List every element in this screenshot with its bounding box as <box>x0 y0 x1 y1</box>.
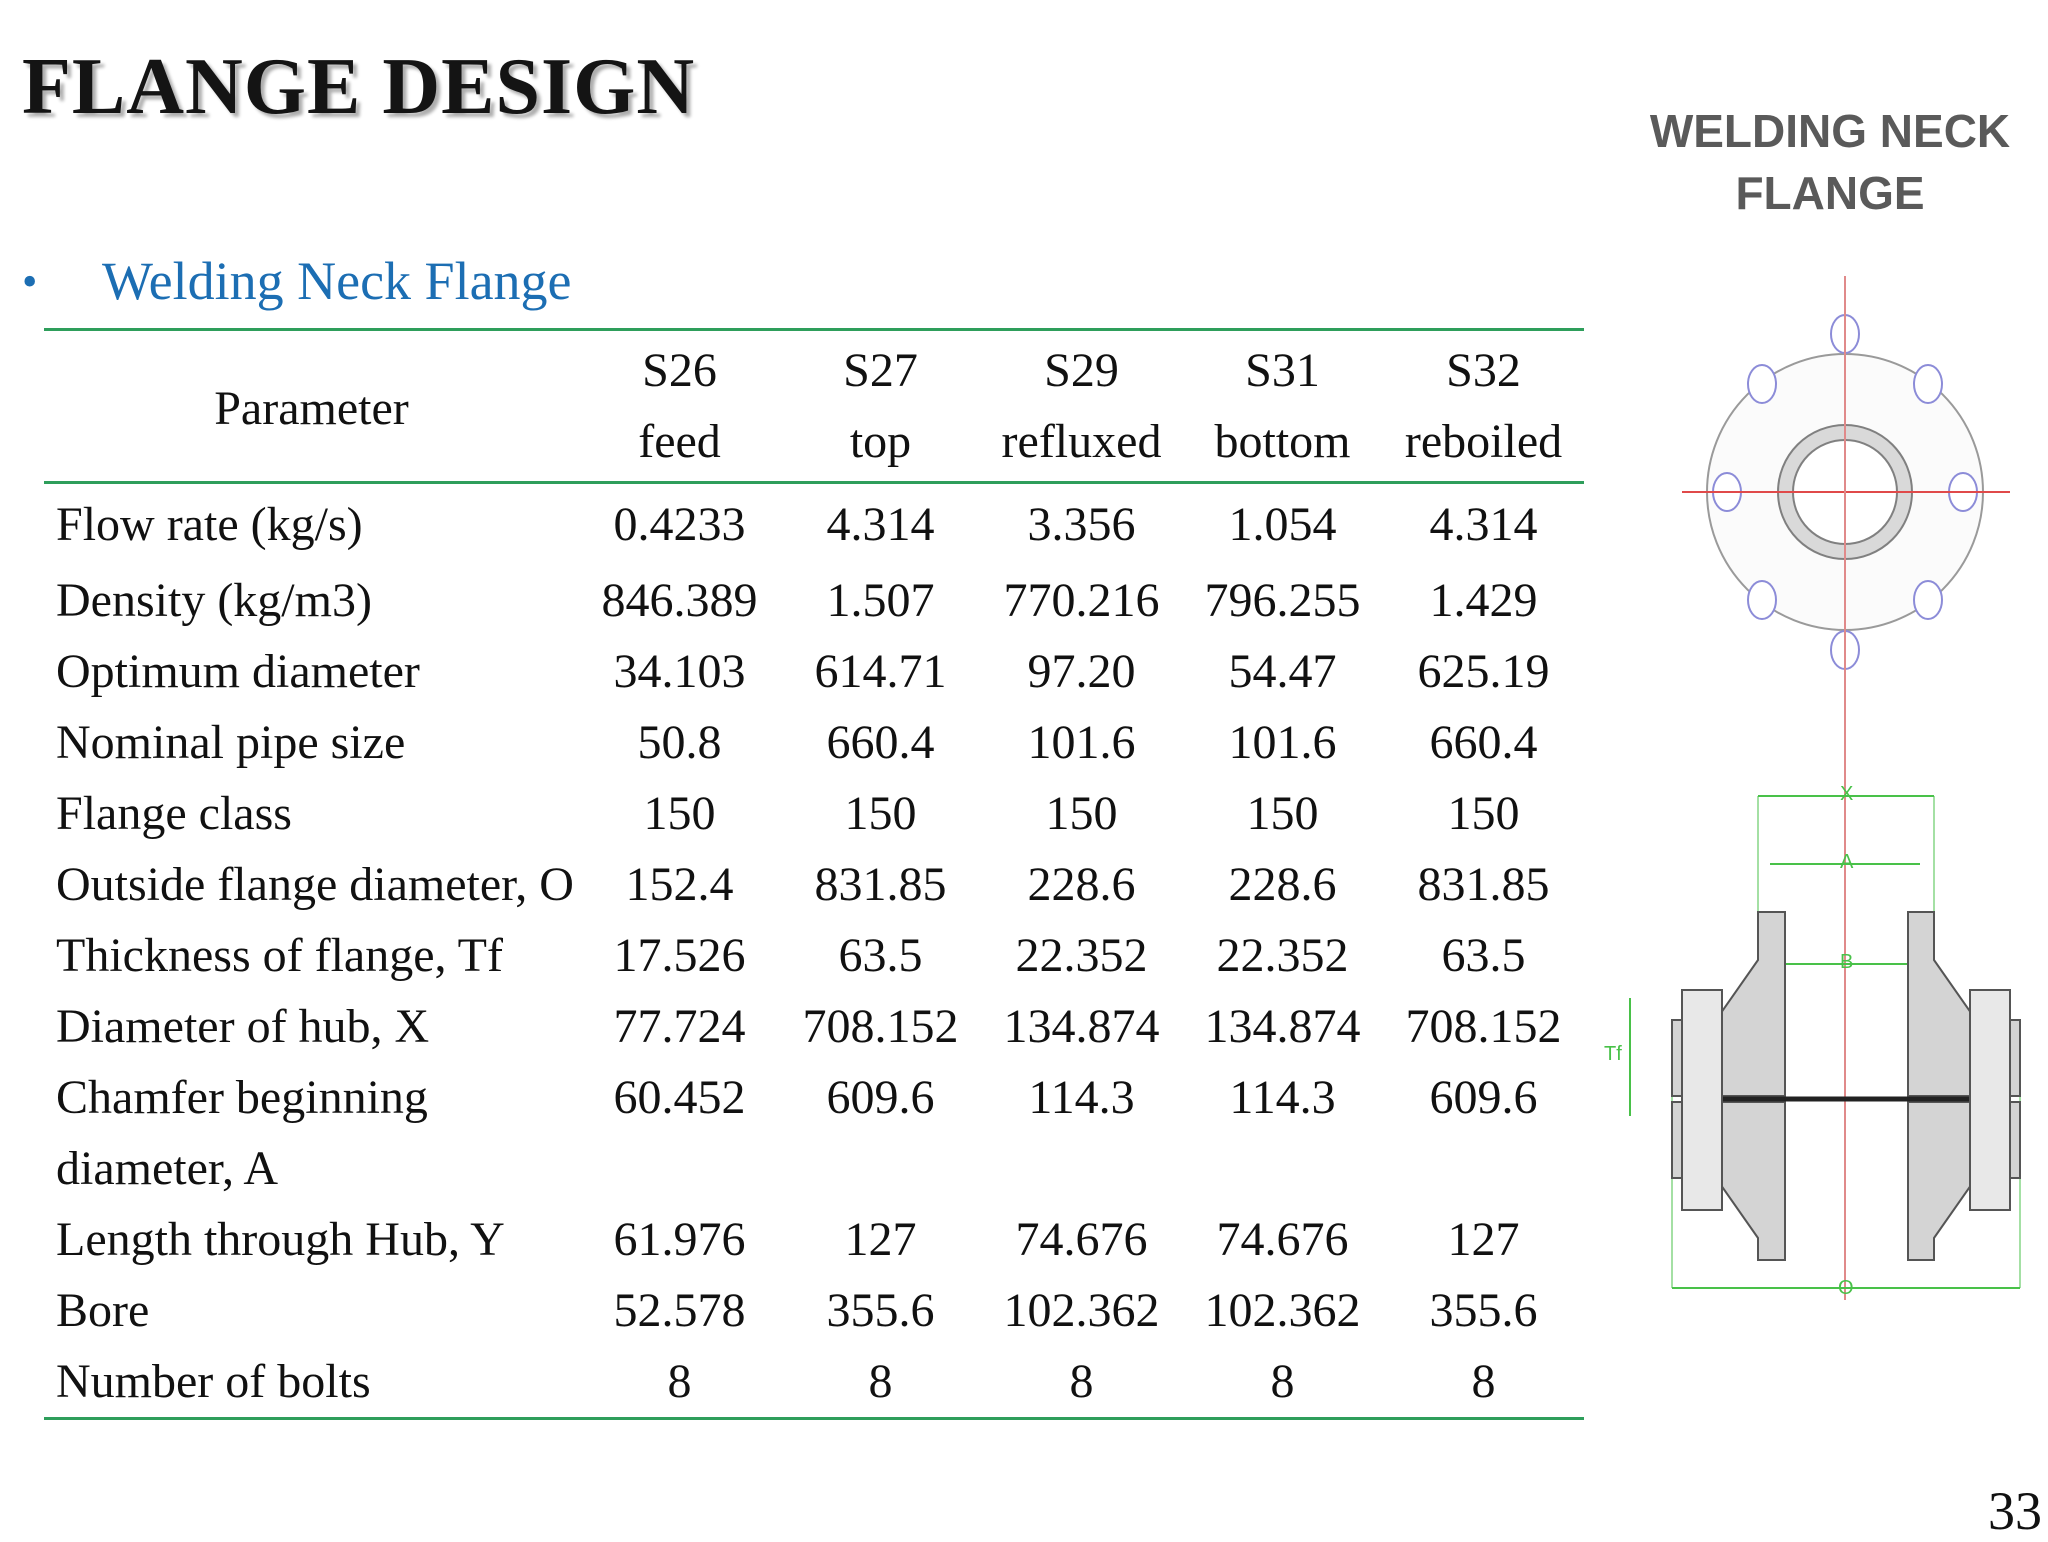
row-value: 770.216 <box>1003 574 1160 627</box>
bolt-hole-icon <box>1914 365 1942 403</box>
header-parameter: Parameter <box>214 381 409 435</box>
figure-label-line1: WELDING NECK <box>1649 105 2011 157</box>
row-value: 660.4 <box>826 716 935 769</box>
row-value: 708.152 <box>1405 1000 1562 1053</box>
row-value: 8 <box>868 1355 893 1408</box>
row-value: 97.20 <box>1027 645 1136 698</box>
row-value: 4.314 <box>826 498 935 551</box>
row-value: 114.3 <box>1028 1071 1135 1124</box>
header-stream-desc: feed <box>638 415 721 468</box>
table-row <box>44 1346 1584 1419</box>
row-parameter: Thickness of flange, Tf <box>56 929 503 982</box>
row-parameter: Flow rate (kg/s) <box>56 498 363 551</box>
table-row <box>44 920 1584 991</box>
figure-label <box>1640 100 2020 224</box>
row-value: 150 <box>1045 787 1118 840</box>
dim-label-a: A <box>1840 851 1854 873</box>
table-row <box>44 778 1584 849</box>
header-stream-id: S32 <box>1446 344 1521 397</box>
header-stream-id: S27 <box>843 344 918 397</box>
slide-title: FLANGE DESIGN <box>22 43 696 131</box>
row-value: 4.314 <box>1429 498 1538 551</box>
row-value: 609.6 <box>826 1071 935 1124</box>
row-value: 614.71 <box>814 645 947 698</box>
row-value: 150 <box>844 787 917 840</box>
page-number: 33 <box>1988 1481 2042 1541</box>
row-value: 355.6 <box>826 1284 935 1337</box>
row-value: 22.352 <box>1216 929 1349 982</box>
table-header <box>44 330 1584 483</box>
row-parameter: Optimum diameter <box>56 645 420 698</box>
row-value: 609.6 <box>1429 1071 1538 1124</box>
row-value: 74.676 <box>1216 1213 1349 1266</box>
table-row <box>44 707 1584 778</box>
bullet-text: Welding Neck Flange <box>102 251 572 311</box>
header-stream-id: S26 <box>642 344 717 397</box>
row-value: 127 <box>1447 1213 1520 1266</box>
row-value: 660.4 <box>1429 716 1538 769</box>
row-parameter: Diameter of hub, X <box>56 1000 430 1053</box>
row-value: 846.389 <box>601 574 758 627</box>
header-stream-desc: reboiled <box>1404 415 1563 468</box>
bullet-dot-icon: • <box>22 256 38 306</box>
row-value: 102.362 <box>1204 1284 1361 1337</box>
row-value: 3.356 <box>1027 498 1136 551</box>
table-row <box>44 991 1584 1062</box>
bolt-left-icon <box>1682 990 1722 1210</box>
row-value: 17.526 <box>613 929 746 982</box>
row-value: 150 <box>643 787 716 840</box>
header-stream-desc: bottom <box>1214 415 1351 468</box>
row-value: 22.352 <box>1015 929 1148 982</box>
row-value: 50.8 <box>637 716 722 769</box>
row-value: 355.6 <box>1429 1284 1538 1337</box>
row-value: 134.874 <box>1003 1000 1160 1053</box>
row-value: 8 <box>1270 1355 1295 1408</box>
row-value: 228.6 <box>1027 858 1136 911</box>
bolt-hole-icon <box>1914 581 1942 619</box>
bolt-hole-icon <box>1748 365 1776 403</box>
row-value: 1.054 <box>1228 498 1337 551</box>
row-value: 831.85 <box>1417 858 1550 911</box>
row-value: 52.578 <box>613 1284 746 1337</box>
dim-label-o: O <box>1838 1277 1854 1299</box>
row-value: 796.255 <box>1204 574 1361 627</box>
row-value: 54.47 <box>1228 645 1337 698</box>
row-value: 8 <box>667 1355 692 1408</box>
row-value: 34.103 <box>613 645 746 698</box>
row-value: 63.5 <box>838 929 923 982</box>
row-value: 101.6 <box>1027 716 1136 769</box>
row-parameter: Number of bolts <box>56 1355 371 1408</box>
row-value: 8 <box>1069 1355 1094 1408</box>
row-value: 625.19 <box>1417 645 1550 698</box>
row-value: 114.3 <box>1229 1071 1336 1124</box>
row-value: 8 <box>1471 1355 1496 1408</box>
dim-label-x: X <box>1840 783 1854 805</box>
row-value: 831.85 <box>814 858 947 911</box>
row-parameter: Flange class <box>56 787 292 840</box>
bolt-right-icon <box>1970 990 2010 1210</box>
flange-table-container <box>44 328 1584 1420</box>
row-value: 134.874 <box>1204 1000 1361 1053</box>
dim-label-tf: Tf <box>1604 1043 1622 1065</box>
welding-neck-flange-drawing <box>1590 260 2030 1320</box>
table-row <box>44 636 1584 707</box>
bullet-item <box>22 250 572 312</box>
row-value: 101.6 <box>1228 716 1337 769</box>
row-value: 150 <box>1246 787 1319 840</box>
header-stream-desc: top <box>849 415 912 468</box>
row-value: 150 <box>1447 787 1520 840</box>
figure-label-line2: FLANGE <box>1735 167 1925 219</box>
row-value: 708.152 <box>802 1000 959 1053</box>
row-value: 127 <box>844 1213 917 1266</box>
row-value: 152.4 <box>625 858 734 911</box>
header-stream-desc: refluxed <box>1001 415 1162 468</box>
dim-label-b: B <box>1840 951 1854 973</box>
table-body <box>44 483 1584 1419</box>
flange-section-view <box>1604 783 2020 1299</box>
header-stream-id: S29 <box>1044 344 1119 397</box>
bolt-hole-icon <box>1748 581 1776 619</box>
table-row <box>44 1275 1584 1346</box>
row-value: 0.4233 <box>613 498 746 551</box>
row-value: 74.676 <box>1015 1213 1148 1266</box>
row-parameter: Bore <box>56 1284 150 1337</box>
table-row <box>44 483 1584 566</box>
row-value: 60.452 <box>613 1071 746 1124</box>
flange-design-table <box>44 328 1584 1420</box>
table-row <box>44 1062 1584 1204</box>
row-parameter: Chamfer beginning diameter, A <box>56 1071 428 1195</box>
table-row <box>44 1204 1584 1275</box>
table-row <box>44 849 1584 920</box>
row-value: 77.724 <box>613 1000 746 1053</box>
table-row <box>44 565 1584 636</box>
row-value: 1.507 <box>826 574 935 627</box>
row-value: 63.5 <box>1441 929 1526 982</box>
row-value: 102.362 <box>1003 1284 1160 1337</box>
header-stream-id: S31 <box>1245 344 1320 397</box>
row-value: 61.976 <box>613 1213 746 1266</box>
row-value: 228.6 <box>1228 858 1337 911</box>
row-value: 1.429 <box>1429 574 1538 627</box>
row-parameter: Length through Hub, Y <box>56 1213 505 1266</box>
row-parameter: Nominal pipe size <box>56 716 406 769</box>
row-parameter: Outside flange diameter, O <box>56 858 574 911</box>
row-parameter: Density (kg/m3) <box>56 574 372 627</box>
